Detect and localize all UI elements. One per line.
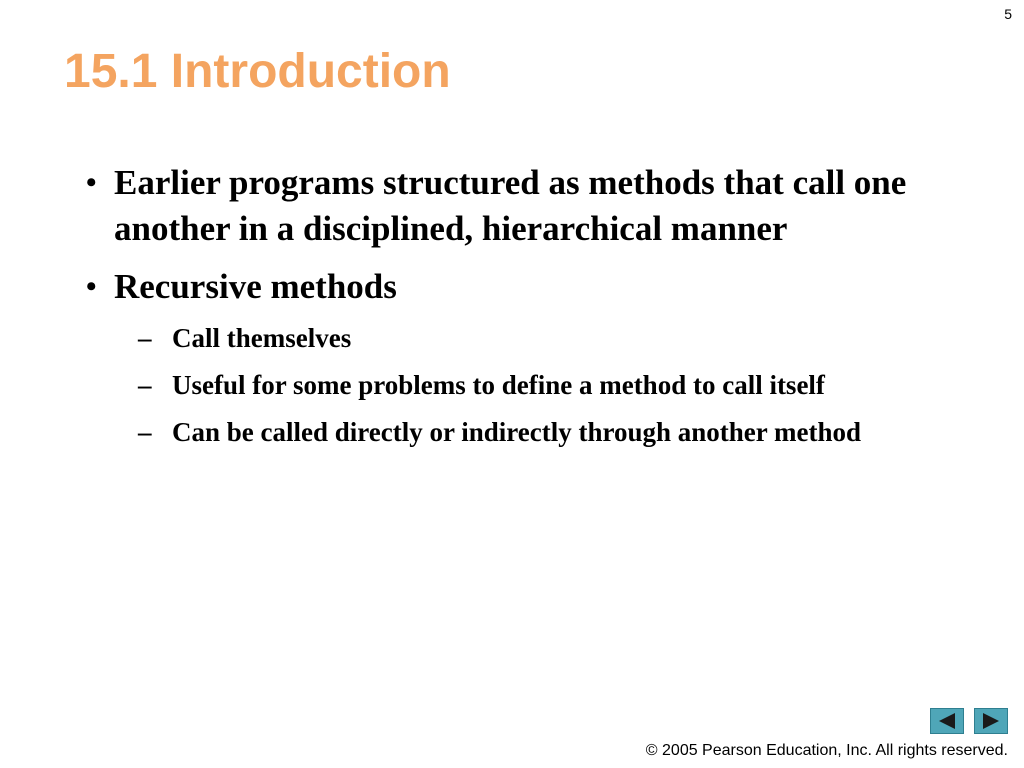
bullet-text: Recursive methods (114, 267, 397, 306)
triangle-right-icon (980, 712, 1002, 730)
slide-content (86, 160, 966, 461)
sub-bullet-text: Useful for some problems to define a method to call itself (172, 370, 825, 400)
sub-bullet-text: Can be called directly or indirectly through another method (172, 417, 862, 447)
sub-bullet-dash: – (138, 370, 152, 400)
bullet-item (86, 160, 966, 252)
slide-number: 5 (1004, 6, 1012, 22)
sub-bullet-text: Call themselves (172, 323, 352, 353)
previous-slide-button[interactable] (930, 708, 964, 734)
sub-bullet-item (138, 414, 966, 450)
slide-navigation (930, 708, 1008, 734)
bullet-mark: • (86, 270, 97, 303)
triangle-left-icon (936, 712, 958, 730)
sub-bullet-dash: – (138, 417, 152, 447)
bullet-item (86, 264, 966, 310)
slide-title: 15.1 Introduction (64, 45, 451, 98)
bullet-mark: • (86, 166, 97, 199)
copyright-notice: © 2005 Pearson Education, Inc. All rights reserved. (645, 742, 1008, 759)
sub-bullet-item (138, 367, 966, 403)
sub-bullet-item (138, 320, 966, 356)
sub-bullet-dash: – (138, 323, 152, 353)
next-slide-button[interactable] (974, 708, 1008, 734)
sub-bullet-list (138, 320, 966, 450)
bullet-text: Earlier programs structured as methods that call one another in a disciplined, hierarchical manner (114, 163, 907, 248)
